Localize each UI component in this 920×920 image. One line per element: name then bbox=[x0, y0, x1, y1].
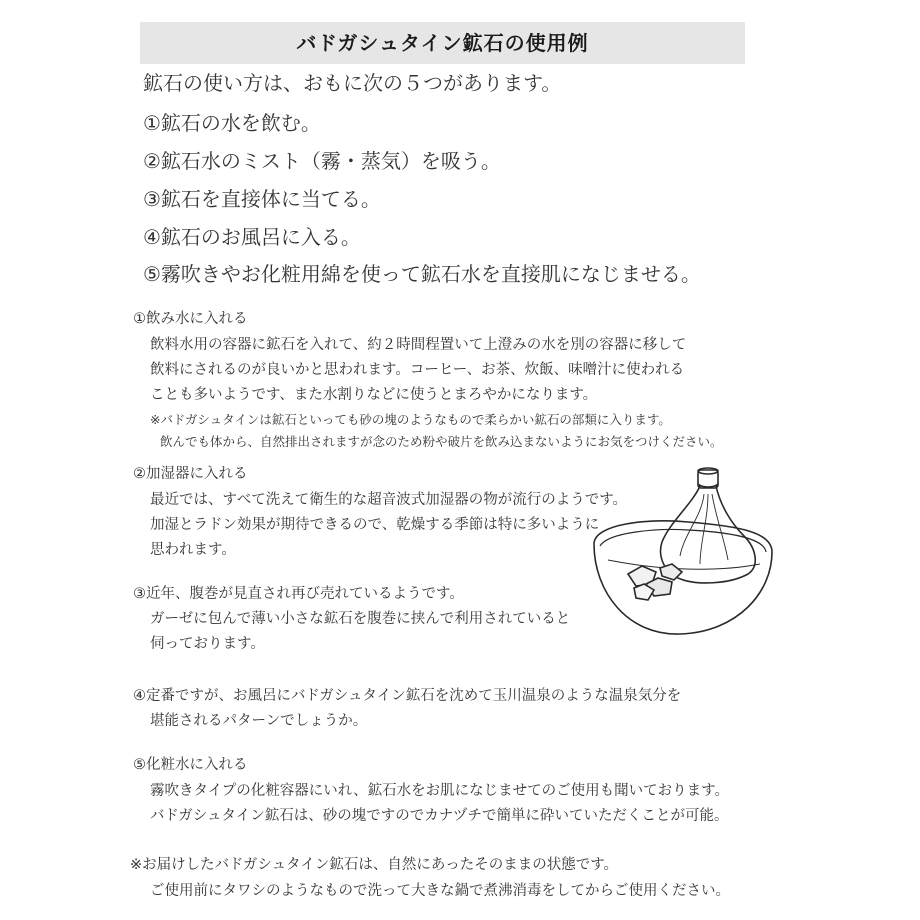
section-humidifier-line-2: 加湿とラドン効果が期待できるので、乾燥する季節は特に多いように bbox=[150, 517, 600, 533]
intro-item-1: ①鉱石の水を飲む。 bbox=[143, 111, 321, 135]
section-humidifier-line-1: 最近では、すべて洗えて衛生的な超音波式加湿器の物が流行のようです。 bbox=[150, 492, 628, 508]
section-drinking-line-2: 飲料にされるのが良いかと思われます。コーヒー、お茶、炊飯、味噌汁に使われる bbox=[150, 362, 685, 378]
intro-item-2: ②鉱石水のミスト（霧・蒸気）を吸う。 bbox=[143, 149, 501, 173]
section-belly-band-line-2: 伺っております。 bbox=[150, 636, 265, 652]
section-drinking-note-1: ※バドガシュタインは鉱石といっても砂の塊のようなもので柔らかい鉱石の部類に入ります。 bbox=[150, 412, 671, 427]
section-drinking-note-2: 飲んでも体から、自然排出されますが念のため粉や破片を飲み込まないようにお気をつけください。 bbox=[160, 434, 723, 449]
section-belly-band-line-1: ガーゼに包んで薄い小さな鉱石を腹巻に挟んで利用されていると bbox=[150, 611, 571, 627]
section-humidifier-heading: ②加湿器に入れる bbox=[133, 466, 248, 482]
section-lotion-line-2: バドガシュタイン鉱石は、砂の塊ですのでカナヅチで簡単に砕いていただくことが可能。 bbox=[150, 808, 729, 824]
section-drinking-line-1: 飲料水用の容器に鉱石を入れて、約２時間程置いて上澄みの水を別の容器に移して bbox=[150, 337, 687, 353]
intro-item-4: ④鉱石のお風呂に入る。 bbox=[143, 225, 361, 249]
intro-item-5: ⑤霧吹きやお化粧用綿を使って鉱石水を直接肌になじませる。 bbox=[143, 262, 701, 286]
intro-item-3: ③鉱石を直接体に当てる。 bbox=[143, 187, 381, 211]
section-bath-line-1: 堪能されるパターンでしょうか。 bbox=[150, 713, 368, 729]
humidifier-illustration-icon bbox=[588, 464, 774, 642]
page-title: バドガシュタイン鉱石の使用例 bbox=[296, 31, 589, 55]
section-belly-band-heading: ③近年、腹巻が見直され再び売れているようです。 bbox=[133, 586, 464, 602]
section-drinking-line-3: ことも多いようです、また水割りなどに使うとまろやかになります。 bbox=[150, 387, 598, 403]
section-lotion-heading: ⑤化粧水に入れる bbox=[133, 757, 248, 773]
footer-note-1: ※お届けしたバドガシュタイン鉱石は、自然にあったそのままの状態です。 bbox=[130, 857, 619, 873]
intro-heading: 鉱石の使い方は、おもに次の５つがあります。 bbox=[143, 71, 562, 95]
section-lotion-line-1: 霧吹きタイプの化粧容器にいれ、鉱石水をお肌になじませてのご使用も聞いております。 bbox=[150, 783, 729, 799]
section-humidifier-line-3: 思われます。 bbox=[150, 542, 236, 558]
footer-note-2: ご使用前にタワシのようなもので洗って大きな鍋で煮沸消毒をしてからご使用ください。 bbox=[150, 883, 730, 899]
section-drinking-heading: ①飲み水に入れる bbox=[133, 311, 248, 327]
section-bath-heading: ④定番ですが、お風呂にバドガシュタイン鉱石を沈めて玉川温泉のような温泉気分を bbox=[133, 688, 682, 704]
